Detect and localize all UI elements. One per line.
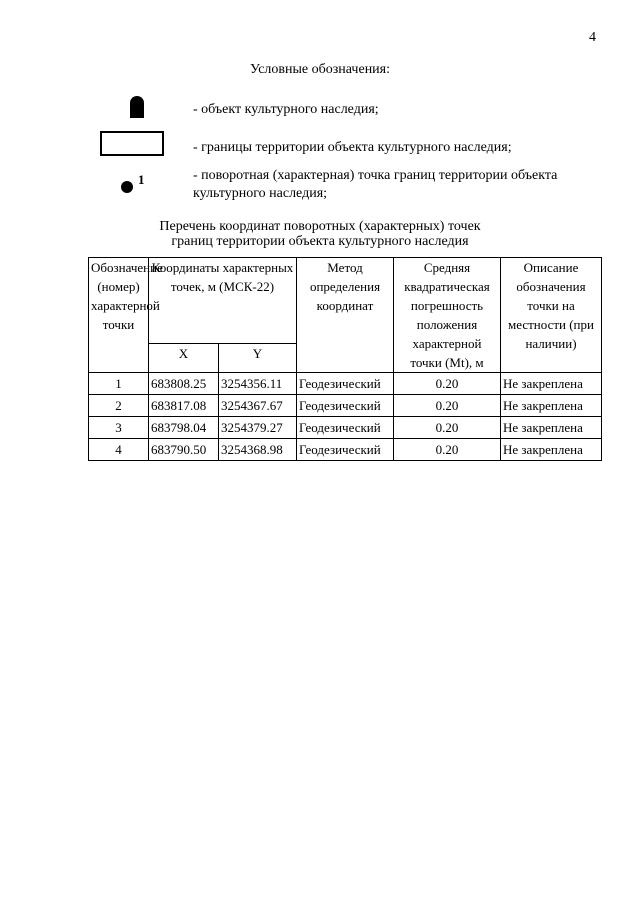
cell-method: Геодезический [297, 417, 394, 439]
cell-x: 683808.25 [149, 373, 219, 395]
cell-y: 3254356.11 [219, 373, 297, 395]
header-description: Описание обозначения точки на местности (при наличии) [501, 258, 602, 373]
cell-description: Не закреплена [501, 395, 602, 417]
cell-error: 0.20 [394, 373, 501, 395]
cell-method: Геодезический [297, 395, 394, 417]
cell-method: Геодезический [297, 439, 394, 461]
table-row [89, 439, 602, 461]
header-x: X [149, 344, 219, 373]
cell-x: 683798.04 [149, 417, 219, 439]
legend-item-territory-border: - границы территории объекта культурного наследия; [193, 140, 512, 155]
turning-point-dot-icon [121, 181, 133, 193]
page-number: 4 [589, 30, 596, 45]
table-title-line2: границ территории объекта культурного наследия [171, 234, 469, 249]
cell-x: 683790.50 [149, 439, 219, 461]
coordinates-table [88, 257, 602, 461]
table-title-line1: Перечень координат поворотных (характерных) точек [159, 219, 481, 234]
table-header-row [89, 258, 602, 344]
turning-point-number: 1 [138, 172, 145, 187]
header-y: Y [219, 344, 297, 373]
table-row [89, 395, 602, 417]
cell-y: 3254379.27 [219, 417, 297, 439]
cell-y: 3254368.98 [219, 439, 297, 461]
territory-border-rect-icon [100, 131, 164, 156]
legend-item-turning-point-line2: культурного наследия; [193, 186, 328, 201]
legend-item-turning-point-line1: - поворотная (характерная) точка границ территории объекта [193, 168, 558, 183]
cell-y: 3254367.67 [219, 395, 297, 417]
header-designation: Обозначение (номер) характерной точки [89, 258, 149, 373]
header-coordinates: Координаты характерных точек, м (МСК-22) [149, 258, 297, 344]
cell-point-number: 4 [89, 439, 149, 461]
cell-point-number: 2 [89, 395, 149, 417]
cell-point-number: 1 [89, 373, 149, 395]
cell-x: 683817.08 [149, 395, 219, 417]
cell-point-number: 3 [89, 417, 149, 439]
header-method: Метод определения координат [297, 258, 394, 373]
cell-error: 0.20 [394, 439, 501, 461]
cell-method: Геодезический [297, 373, 394, 395]
legend-item-turning-point [193, 167, 557, 203]
cultural-heritage-marker-icon [130, 96, 144, 118]
header-error: Средняя квадратическая погрешность положения характерной точки (Mt), м [394, 258, 501, 373]
cell-error: 0.20 [394, 417, 501, 439]
cell-description: Не закреплена [501, 373, 602, 395]
table-row [89, 373, 602, 395]
cell-description: Не закреплена [501, 439, 602, 461]
legend-item-heritage-object: - объект культурного наследия; [193, 102, 379, 117]
cell-error: 0.20 [394, 395, 501, 417]
table-title [0, 219, 640, 249]
table-row [89, 417, 602, 439]
legend-title: Условные обозначения: [249, 62, 391, 77]
cell-description: Не закреплена [501, 417, 602, 439]
